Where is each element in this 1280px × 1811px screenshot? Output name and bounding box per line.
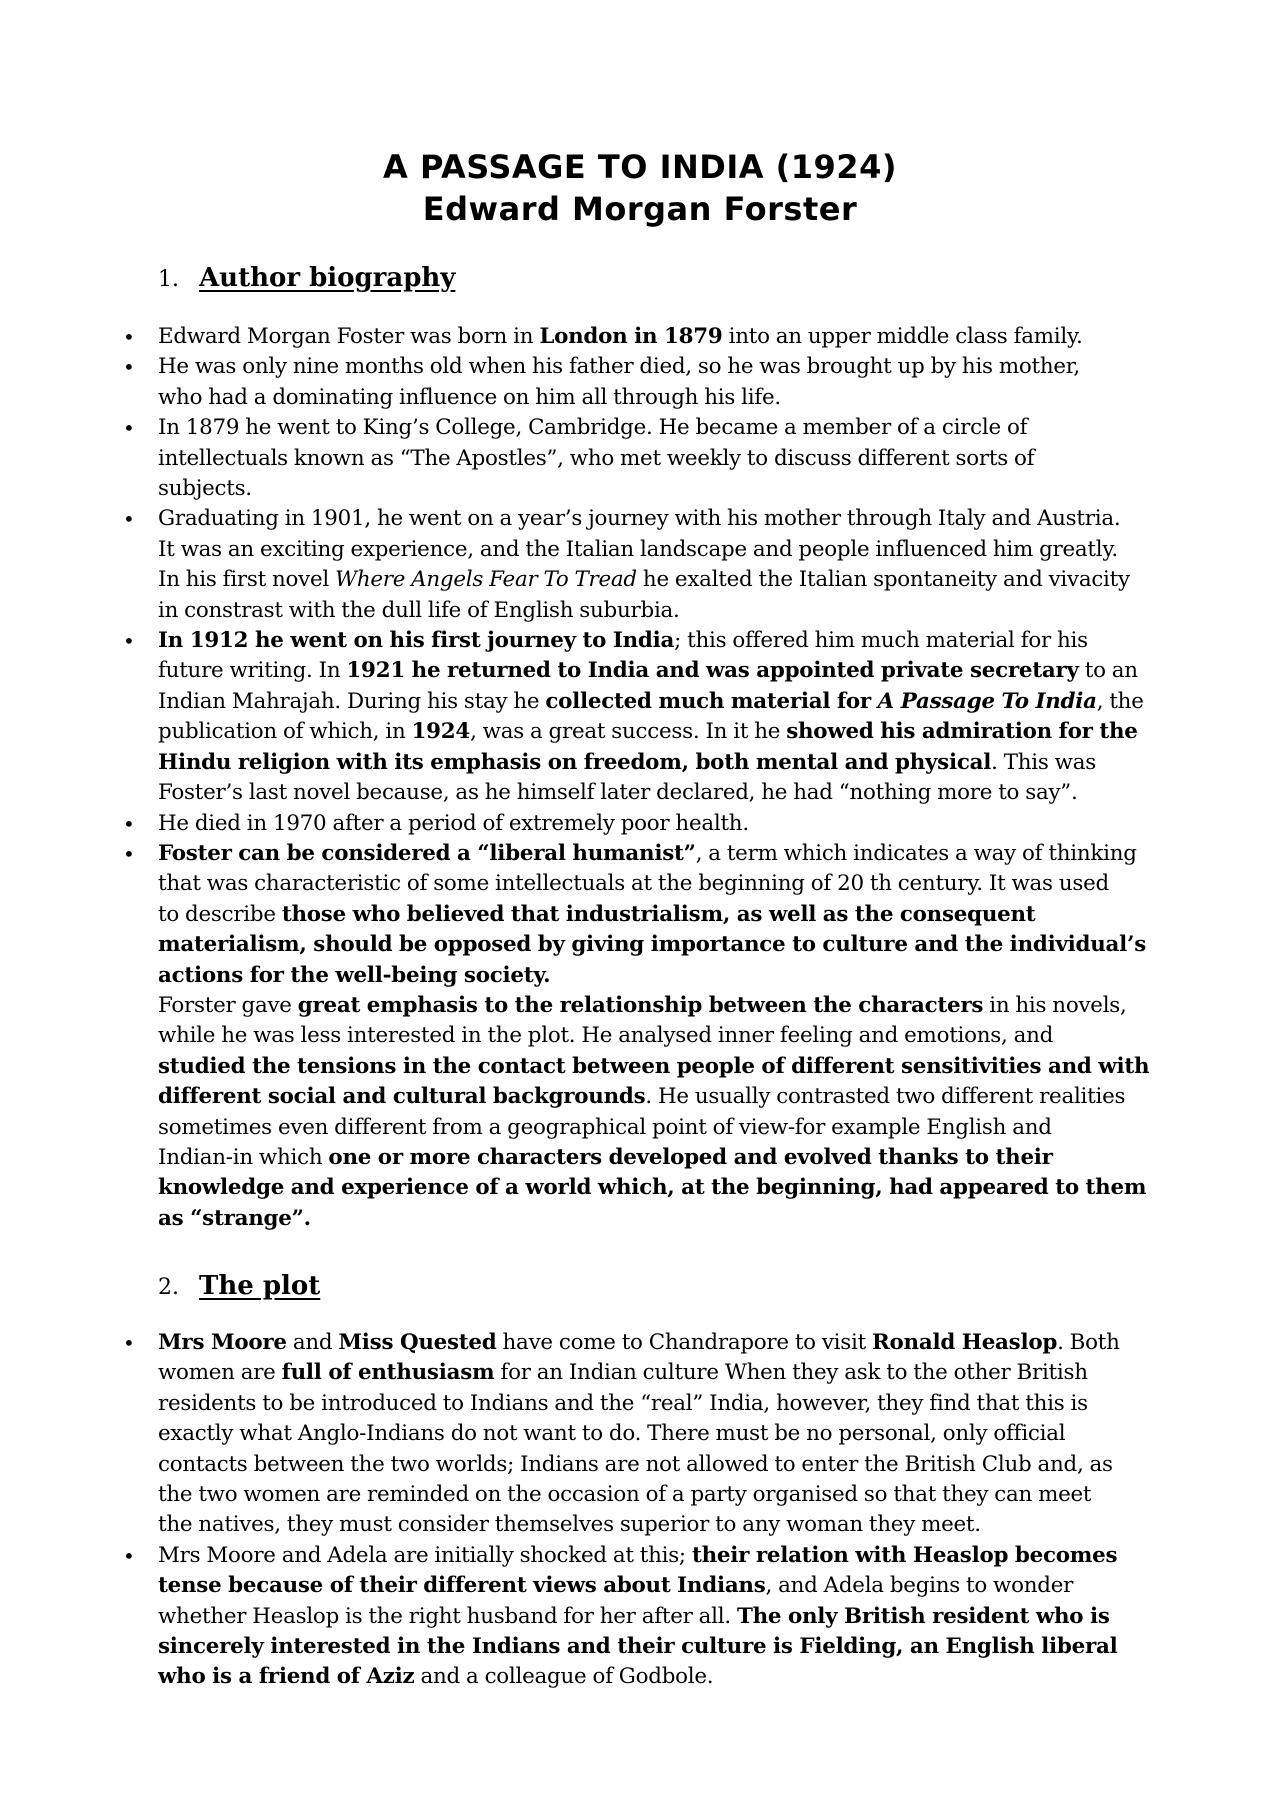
bullet-icon: • <box>123 1331 135 1355</box>
section-title: Author biography <box>199 263 456 293</box>
section-number: 1. <box>158 267 179 292</box>
section-heading-the-plot <box>158 1270 320 1304</box>
bullet-icon: • <box>123 507 135 532</box>
list-item: • He died in 1970 after a period of extremely poor health. <box>0 809 1163 839</box>
list-item: • Graduating in 1901, he went on a year’s journey with his mother through Italy and Austria. It was an exciting experience, and the Italian landscape and people influenced him greatly. In his first novel Where Angels Fear To Tread he exalted the Italian spontaneity and vivacity in constrast with the dull life of English suburbia. <box>123 506 1130 623</box>
section-heading-author-biography <box>158 262 455 296</box>
bullet-icon: • <box>123 355 135 380</box>
novel-title: Where Angels Fear To Tread <box>335 567 637 593</box>
title-line-1: A PASSAGE TO INDIA (1924) <box>383 148 897 186</box>
list-item: • In 1912 he went on his first journey to India; this offered him much material for his future writing. In 1921 he returned to India and was appointed private secretary to an Indian Mahrajah. During his stay he collected much material for A Passage To India, the publication of which, in 1924, was a great success. In it he showed his admiration for the Hindu religion with its emphasis on freedom, both mental and physical. This was Foster’s last novel because, as he himself later declared, he had “nothing more to say”. <box>123 628 1144 806</box>
title-line-2: Edward Morgan Forster <box>422 190 858 228</box>
list-item: • Edward Morgan Foster was born in London in 1879 into an upper middle class family. <box>0 322 1163 352</box>
list-item: • Mrs Moore and Miss Quested have come to Chandrapore to visit Ronald Heaslop. Both women are full of enthusiasm for an Indian culture When they ask to the other British residents to be introduced to Indians and the “real” India, however, they find that this is exactly what Anglo-Indians do not want to do. There must be no personal, only official contacts between the two worlds; Indians are not allowed to enter the British Club and, as the two women are reminded on the occasion of a party organised so that they can meet the natives, they must consider themselves superior to any woman they meet. <box>123 1330 1120 1538</box>
bullet-icon: • <box>123 1543 135 1568</box>
list-item: • Foster can be considered a “liberal humanist”, a term which indicates a way of thinking that was characteristic of some intellectuals at the beginning of 20 th century. It was used to describe those who believed that industrialism, as well as the consequent materialism, should be opposed by giving importance to culture and the individual’s actions for the well-being society. Forster gave great emphasis to the relationship between the characters in his novels, while he was less interested in the plot. He analysed inner feeling and emotions, and studied the tensions in the contact between people of different sensitivities and with different social and cultural backgrounds. He usually contrasted two different realities sometimes even different from a geographical point of view-for example English and Indian-in which one or more characters developed and evolved thanks to their knowledge and experience of a world which, at the beginning, had appeared to them as “strange”. <box>123 840 1150 1231</box>
document-title <box>0 146 1280 230</box>
bullet-icon: • <box>123 325 135 349</box>
author-biography-list <box>0 322 1163 1234</box>
novel-title: A Passage To India <box>877 688 1097 714</box>
bullet-icon: • <box>123 811 135 836</box>
list-item: • He was only nine months old when his father died, so he was brought up by his mother, who had a dominating influence on him all through his life. <box>123 354 1080 410</box>
bullet-icon: • <box>123 416 135 441</box>
plot-list <box>0 1328 1163 1693</box>
list-item: • Mrs Moore and Adela are initially shocked at this; their relation with Heaslop becomes tense because of their different views about Indians, and Adela begins to wonder whether Heaslop is the right husband for her after all. The only British resident who is sincerely interested in the Indians and their culture is Fielding, an English liberal who is a friend of Aziz and a colleague of Godbole. <box>123 1542 1118 1690</box>
bullet-icon: • <box>123 629 135 654</box>
list-item: • In 1879 he went to King’s College, Cambridge. He became a member of a circle of intellectuals known as “The Apostles”, who met weekly to discuss different sorts of subjects. <box>123 415 1035 502</box>
section-number: 2. <box>158 1275 179 1300</box>
section-title: The plot <box>199 1271 321 1301</box>
bullet-icon: • <box>123 841 135 866</box>
